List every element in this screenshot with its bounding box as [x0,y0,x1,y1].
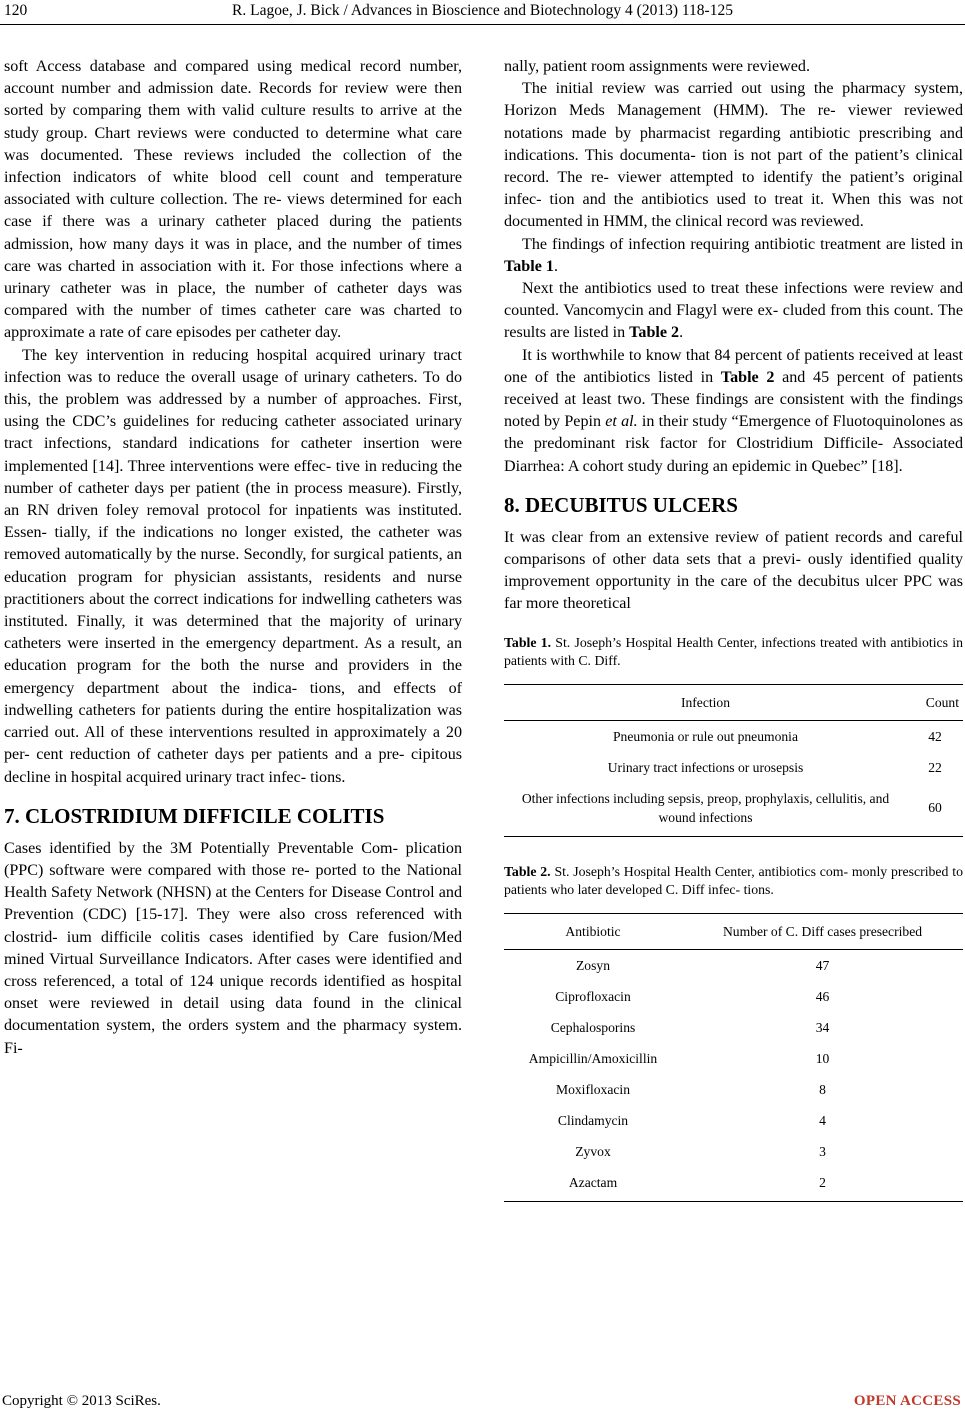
table-cell: 2 [682,1167,963,1202]
table-row [504,720,963,752]
table-ref-link[interactable]: Table 1 [504,257,554,275]
table-cell: Ciprofloxacin [555,988,631,1004]
table-ref-link[interactable]: Table 2 [629,324,680,342]
page-footer [0,1392,965,1412]
text-run: in their study “Emergence of Fluotoquinolones as the predominant risk factor for Clostridium Difficile- Associated Diarrhea: A cohort study during an epidemic in Quebec” [18]. [504,413,963,475]
text-run: The findings of infection requiring antibiotic treatment are listed in [522,235,963,253]
table-ref-link[interactable]: Table 2 [720,368,775,386]
text-run: Next the antibiotics used to treat these infections were review and counted. Vancomycin and Flagyl were ex- cluded from this count. The results are listed in [504,280,963,342]
open-access-badge: OPEN ACCESS [853,1393,961,1409]
page-number: 120 [4,2,28,19]
spacer [504,616,963,634]
table-row [504,1136,963,1167]
table2-caption [504,863,963,899]
section-heading-8: 8. DECUBITUS ULCERS [504,492,738,517]
table-cell: 10 [815,1050,830,1066]
table-cell: 22 [928,759,942,775]
table-cell: Pneumonia or rule out pneumonia [613,728,798,744]
paragraph [504,345,963,478]
text-run: . [679,324,684,342]
table-cell: Azactam [504,1167,682,1202]
table-row [504,783,963,837]
table-cell: Moxifloxacin [556,1081,630,1097]
table-label: Table 1. [504,634,552,650]
right-column [504,56,963,1202]
table-row [504,1043,963,1074]
left-column [4,56,462,1060]
text-run: It is worthwhile to know that 84 percent of patients received at least one of the antibiotics listed in [504,346,963,386]
paragraph: nally, patient room assignments were reviewed. [504,58,810,75]
table-cell: 42 [928,728,942,744]
spacer [504,837,963,863]
paragraph [504,234,963,278]
caption-text: St. Joseph’s Hospital Health Center, antibiotics com- monly prescribed to patients who later developed C. Diff infec- tions. [504,863,964,897]
table-row [504,1105,963,1136]
table-cell: 3 [819,1143,826,1159]
table-row [504,981,963,1012]
table-cell: 46 [815,988,830,1004]
text-run: and 45 percent of patients received at least two. These findings are consistent with the findings noted by Pepin [504,368,963,431]
table-cell: Zosyn [576,957,610,973]
table-cell: Urinary tract infections or urosepsis [607,759,804,775]
table-cell: 4 [819,1112,826,1128]
paragraph: soft Access database and compared using medical record number, account number and admission date. Records for review were then sorted by comparing them with valid culture results to arrive at the study group. Chart reviews were conducted to determine what care was documented. These reviews included the collection of the infection indicators of white blood cell count and temperature associated with culture collection. The re- views determined for each case if there was a urinary catheter placed during the patients admission, how many days it was in place, and the number of times care was charted in association with it. For those infections where a urinary catheter was in place, the number of catheter days was compared with the number of times catheter care was charted to approximate a rate of care episodes per catheter day. [4,58,462,342]
table1 [504,684,963,837]
table-cell: 60 [907,783,963,837]
table1-caption [504,634,963,670]
table-cell: 34 [815,1019,830,1035]
table-header: Number of C. Diff cases presecribed [682,913,963,949]
caption-text: St. Joseph’s Hospital Health Center, infections treated with antibiotics in patients with C. Diff. [504,634,963,668]
table-cell: Zyvox [575,1143,611,1159]
table2 [504,913,963,1202]
running-title: R. Lagoe, J. Bick / Advances in Bioscience and Biotechnology 4 (2013) 118-125 [232,2,733,19]
table-header: Count [907,684,963,720]
text-run: et al. [605,413,638,431]
table-cell: 8 [819,1081,826,1097]
header-rule [0,24,965,25]
table-cell: Other infections including sepsis, preop, prophylaxis, cellulitis, and wound infections [504,783,907,837]
paragraph: The key intervention in reducing hospital acquired urinary tract infection was to reduce the overall usage of urinary catheters. To do this, the problem was addressed by a number of approaches. First, using the CDC’s guidelines for reducing catheter associated urinary tract infections, standard indications for catheter insertion were implemented [14]. Three interventions were effec- tive in reducing the number of catheter days per patient (the in process measure). Firstly, an RN driven foley removal protocol for inpatients was instituted. Essen- tially, if the indications no longer existed, the catheter was removed automatically by the nurse. Secondly, for surgical patients, an education program for physician assistants, residents and nurse practitioners about the correct indications for indwelling catheters was instituted. Finally, it was determined that the majority of urinary catheters were inserted in the emergency department. As a result, an education program for the both the nurse and providers in the emergency department about the indica- tions, and effects of indwelling catheters for patients during the entire hospitalization was carried out. All of these interventions resulted in approximately a 20 per- cent reduction of catheter days per patients and a pre- cipitous decline in hospital acquired urinary tract infec- tions. [4,346,462,786]
table-row [504,752,963,783]
section-heading-7: 7. CLOSTRIDIUM DIFFICILE COLITIS [4,803,385,828]
table-cell: Cephalosporins [550,1019,636,1035]
table-header: Infection [504,684,907,720]
table-cell: Clindamycin [557,1112,629,1128]
paragraph: Cases identified by the 3M Potentially Preventable Com- plication (PPC) software were compared with those re- ported to the National Health Safety Network (NHSN) at the Centers for Disease Control and Prevention (CDC) [15-17]. They were also cross referenced with clostrid- ium difficile colitis cases identified by Care fusion/Med mined Virtual Surveillance Indicators. After cases were identified and cross referenced, a total of 124 unique records identified as hospital onset were reviewed in detail using data found in the clinical documentation system, the orders system and the pharmacy system. Fi- [4,839,462,1057]
paragraph [504,278,963,345]
table-header: Antibiotic [504,913,682,949]
paragraph: The initial review was carried out using the pharmacy system, Horizon Meds Management (HMM). The re- viewer reviewed notations made by pharmacist regarding antibiotic prescribing and indications. This documenta- tion is not part of the patient’s clinical record. The re- viewer attempted to identify the patient’s original infec- tion and the antibiotics used to treat it. When this was not documented in HMM, the clinical record was reviewed. [504,80,963,231]
paragraph: It was clear from an extensive review of patient records and careful comparisons of other data sets that a previ- ously identified quality improvement opportunity in the care of the decubitus ulcer PPC was far more theoretical [504,528,963,613]
table2-body [504,949,963,1201]
table-cell: Ampicillin/Amoxicillin [528,1050,658,1066]
text-run: . [553,257,558,275]
page-header [0,0,965,24]
table-row [504,1012,963,1043]
copyright-notice: Copyright © 2013 SciRes. [2,1393,161,1409]
table-row [504,1074,963,1105]
table-cell: 47 [815,957,830,973]
table-row [504,1167,963,1202]
table-label: Table 2. [504,863,551,879]
table-row [504,949,963,981]
